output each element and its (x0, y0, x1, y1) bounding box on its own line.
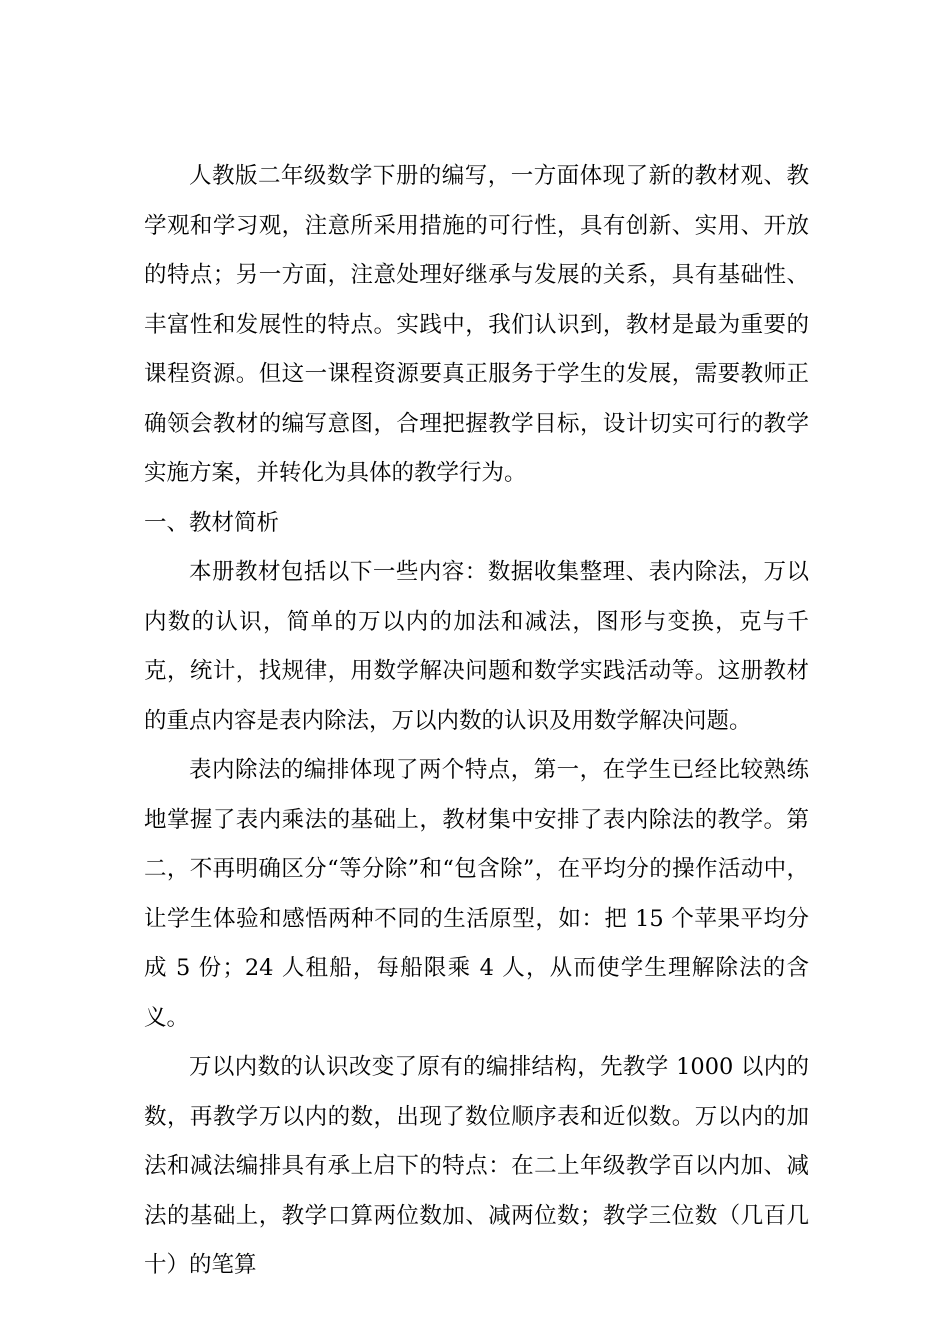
intro-paragraph: 人教版二年级数学下册的编写，一方面体现了新的教材观、教学观和学习观，注意所采用措施的可行性，具有创新、实用、开放的特点；另一方面，注意处理好继承与发展的关系，具有基础性、丰富性和发展性的特点。实践中，我们认识到，教材是最为重要的课程资源。但这一课程资源要真正服务于学生的发展，需要教师正确领会教材的编写意图，合理把握教学目标，设计切实可行的教学实施方案，并转化为具体的教学行为。 (144, 163, 809, 486)
numbers-paragraph: 万以内数的认识改变了原有的编排结构，先教学 1000 以内的数，再教学万以内的数，出现了数位顺序表和近似数。万以内的加法和减法编排具有承上启下的特点：在二上年级教学百以内加、减法的基础上，教学口算两位数加、减两位数；教学三位数（几百几十）的笔算 (144, 1054, 809, 1278)
document-page (144, 152, 809, 1291)
division-paragraph: 表内除法的编排体现了两个特点，第一，在学生已经比较熟练地掌握了表内乘法的基础上，教材集中安排了表内除法的教学。第二，不再明确区分“等分除”和“包含除”，在平均分的操作活动中，让学生体验和感悟两种不同的生活原型，如：把 15 个苹果平均分成 5 份；24 人租船，每船限乘 4 人，从而使学生理解除法的含义。 (144, 757, 809, 1031)
section-heading: 一、教材简析 (144, 509, 280, 536)
content-paragraph: 本册教材包括以下一些内容：数据收集整理、表内除法，万以内数的认识，简单的万以内的加法和减法，图形与变换，克与千克，统计，找规律，用数学解决问题和数学实践活动等。这册教材的重点内容是表内除法，万以内数的认识及用数学解决问题。 (144, 559, 809, 734)
